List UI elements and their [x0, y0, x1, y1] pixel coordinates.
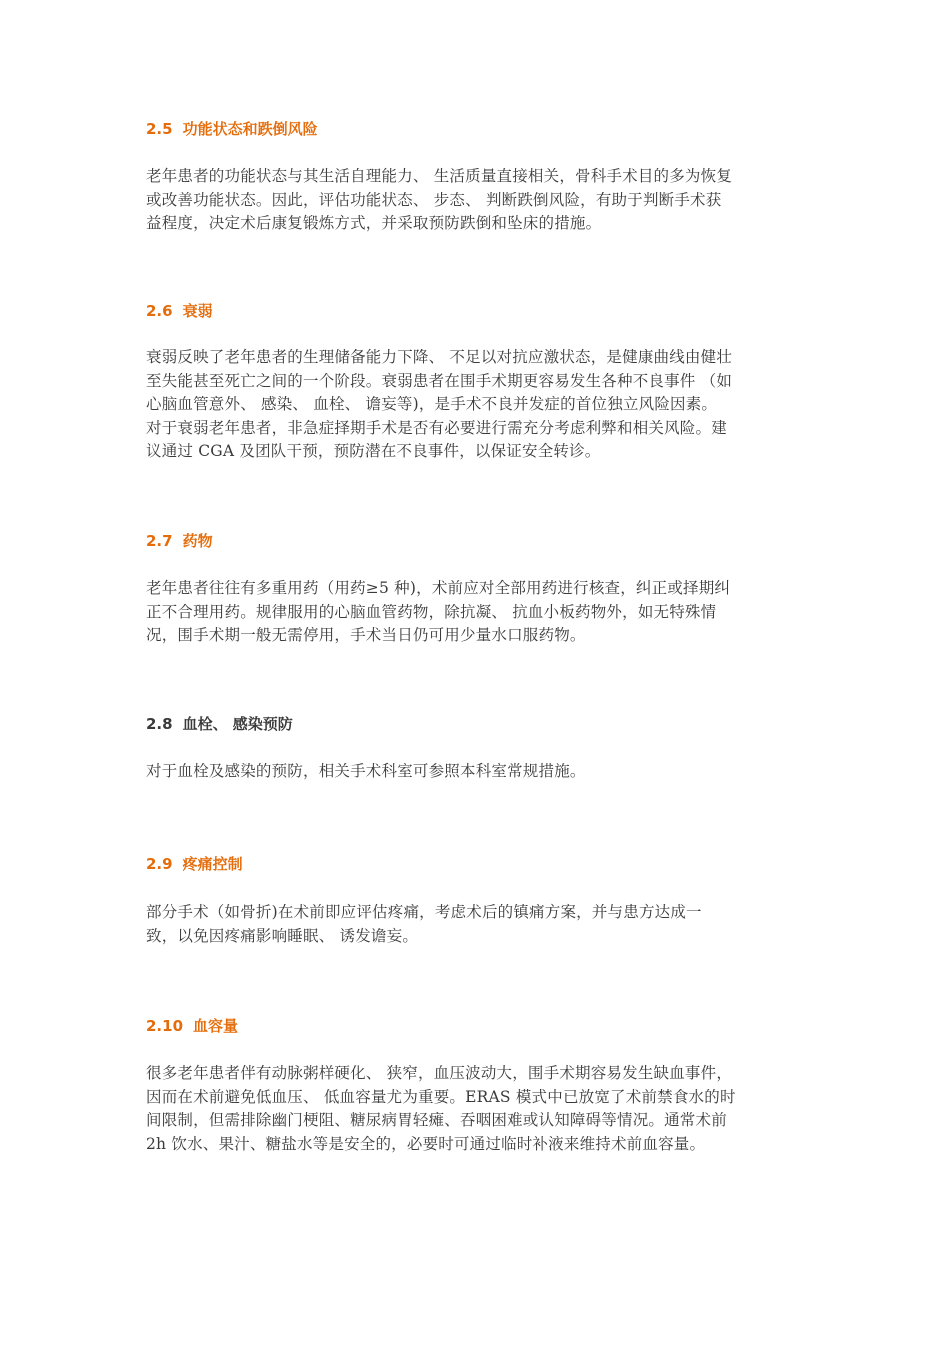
section-title: 疼痛控制: [182, 855, 243, 873]
section-title: 药物: [182, 532, 213, 550]
section-heading: [146, 714, 293, 734]
paragraph-line: 致，以免因疼痛影响睡眠、 诱发谵妄。: [146, 926, 419, 945]
section-paragraph: [146, 346, 808, 464]
section-paragraph: [146, 1062, 808, 1156]
section-title: 功能状态和跌倒风险: [182, 120, 318, 138]
paragraph-line: 衰弱反映了老年患者的生理储备能力下降、 不足以对抗应激状态，是健康曲线由健壮: [146, 348, 733, 366]
paragraph-line: 况，围手术期一般无需停用，手术当日仍可用少量水口服药物。: [146, 626, 586, 644]
paragraph-line: 很多老年患者伴有动脉粥样硬化、 狭窄，血压波动大，围手术期容易发生缺血事件，: [146, 1064, 733, 1082]
section-title: 血栓、 感染预防: [182, 715, 293, 733]
paragraph-line: 议通过 CGA 及团队干预，预防潜在不良事件，以保证安全转诊。: [146, 442, 601, 460]
paragraph-line: 老年患者往往有多重用药（用药≥5 种)，术前应对全部用药进行核查，纠正或择期纠: [146, 579, 731, 597]
section-number: 2.9: [146, 855, 173, 873]
paragraph-line: 对于衰弱老年患者，非急症择期手术是否有必要进行需充分考虑利弊和相关风险。建: [146, 418, 727, 437]
paragraph-line: 益程度，决定术后康复锻炼方式，并采取预防跌倒和坠床的措施。: [146, 214, 602, 232]
section-heading: [146, 1016, 238, 1036]
section-heading: [146, 119, 318, 139]
section-title: 衰弱: [182, 302, 213, 320]
section-number: 2.6: [146, 302, 173, 320]
paragraph-line: 2h 饮水、果汁、糖盐水等是安全的，必要时可通过临时补液来维持术前血容量。: [146, 1134, 706, 1153]
paragraph-line: 至失能甚至死亡之间的一个阶段。衰弱患者在围手术期更容易发生各种不良事件 （如: [146, 371, 733, 390]
section-number: 2.10: [146, 1017, 184, 1035]
paragraph-line: 间限制，但需排除幽门梗阻、糖尿病胃轻瘫、吞咽困难或认知障碍等情况。通常术前: [146, 1111, 727, 1129]
section-heading: [146, 301, 213, 321]
paragraph-line: 老年患者的功能状态与其生活自理能力、 生活质量直接相关，骨科手术目的多为恢复: [146, 167, 733, 185]
section-title: 血容量: [193, 1017, 239, 1035]
paragraph-line: 或改善功能状态。因此，评估功能状态、 步态、 判断跌倒风险，有助于判断手术获: [146, 190, 722, 209]
section-paragraph: [146, 577, 808, 648]
paragraph-line: 部分手术（如骨折)在术前即应评估疼痛，考虑术后的镇痛方案，并与患方达成一: [146, 903, 702, 921]
section-number: 2.8: [146, 715, 173, 733]
section-heading: [146, 531, 213, 551]
paragraph-line: 对于血栓及感染的预防，相关手术科室可参照本科室常规措施。: [146, 762, 586, 780]
section-number: 2.7: [146, 532, 173, 550]
paragraph-line: 正不合理用药。规律服用的心脑血管药物，除抗凝、 抗血小板药物外，如无特殊情: [146, 602, 717, 621]
paragraph-line: 因而在术前避免低血压、 低血容量尤为重要。ERAS 模式中已放宽了术前禁食水的时: [146, 1087, 736, 1106]
section-paragraph: [146, 901, 808, 948]
section-paragraph: [146, 165, 808, 236]
paragraph-line: 心脑血管意外、 感染、 血栓、 谵妄等)，是手术不良并发症的首位独立风险因素。: [146, 395, 718, 413]
section-heading: [146, 854, 243, 874]
section-number: 2.5: [146, 120, 173, 138]
section-paragraph: [146, 760, 808, 784]
